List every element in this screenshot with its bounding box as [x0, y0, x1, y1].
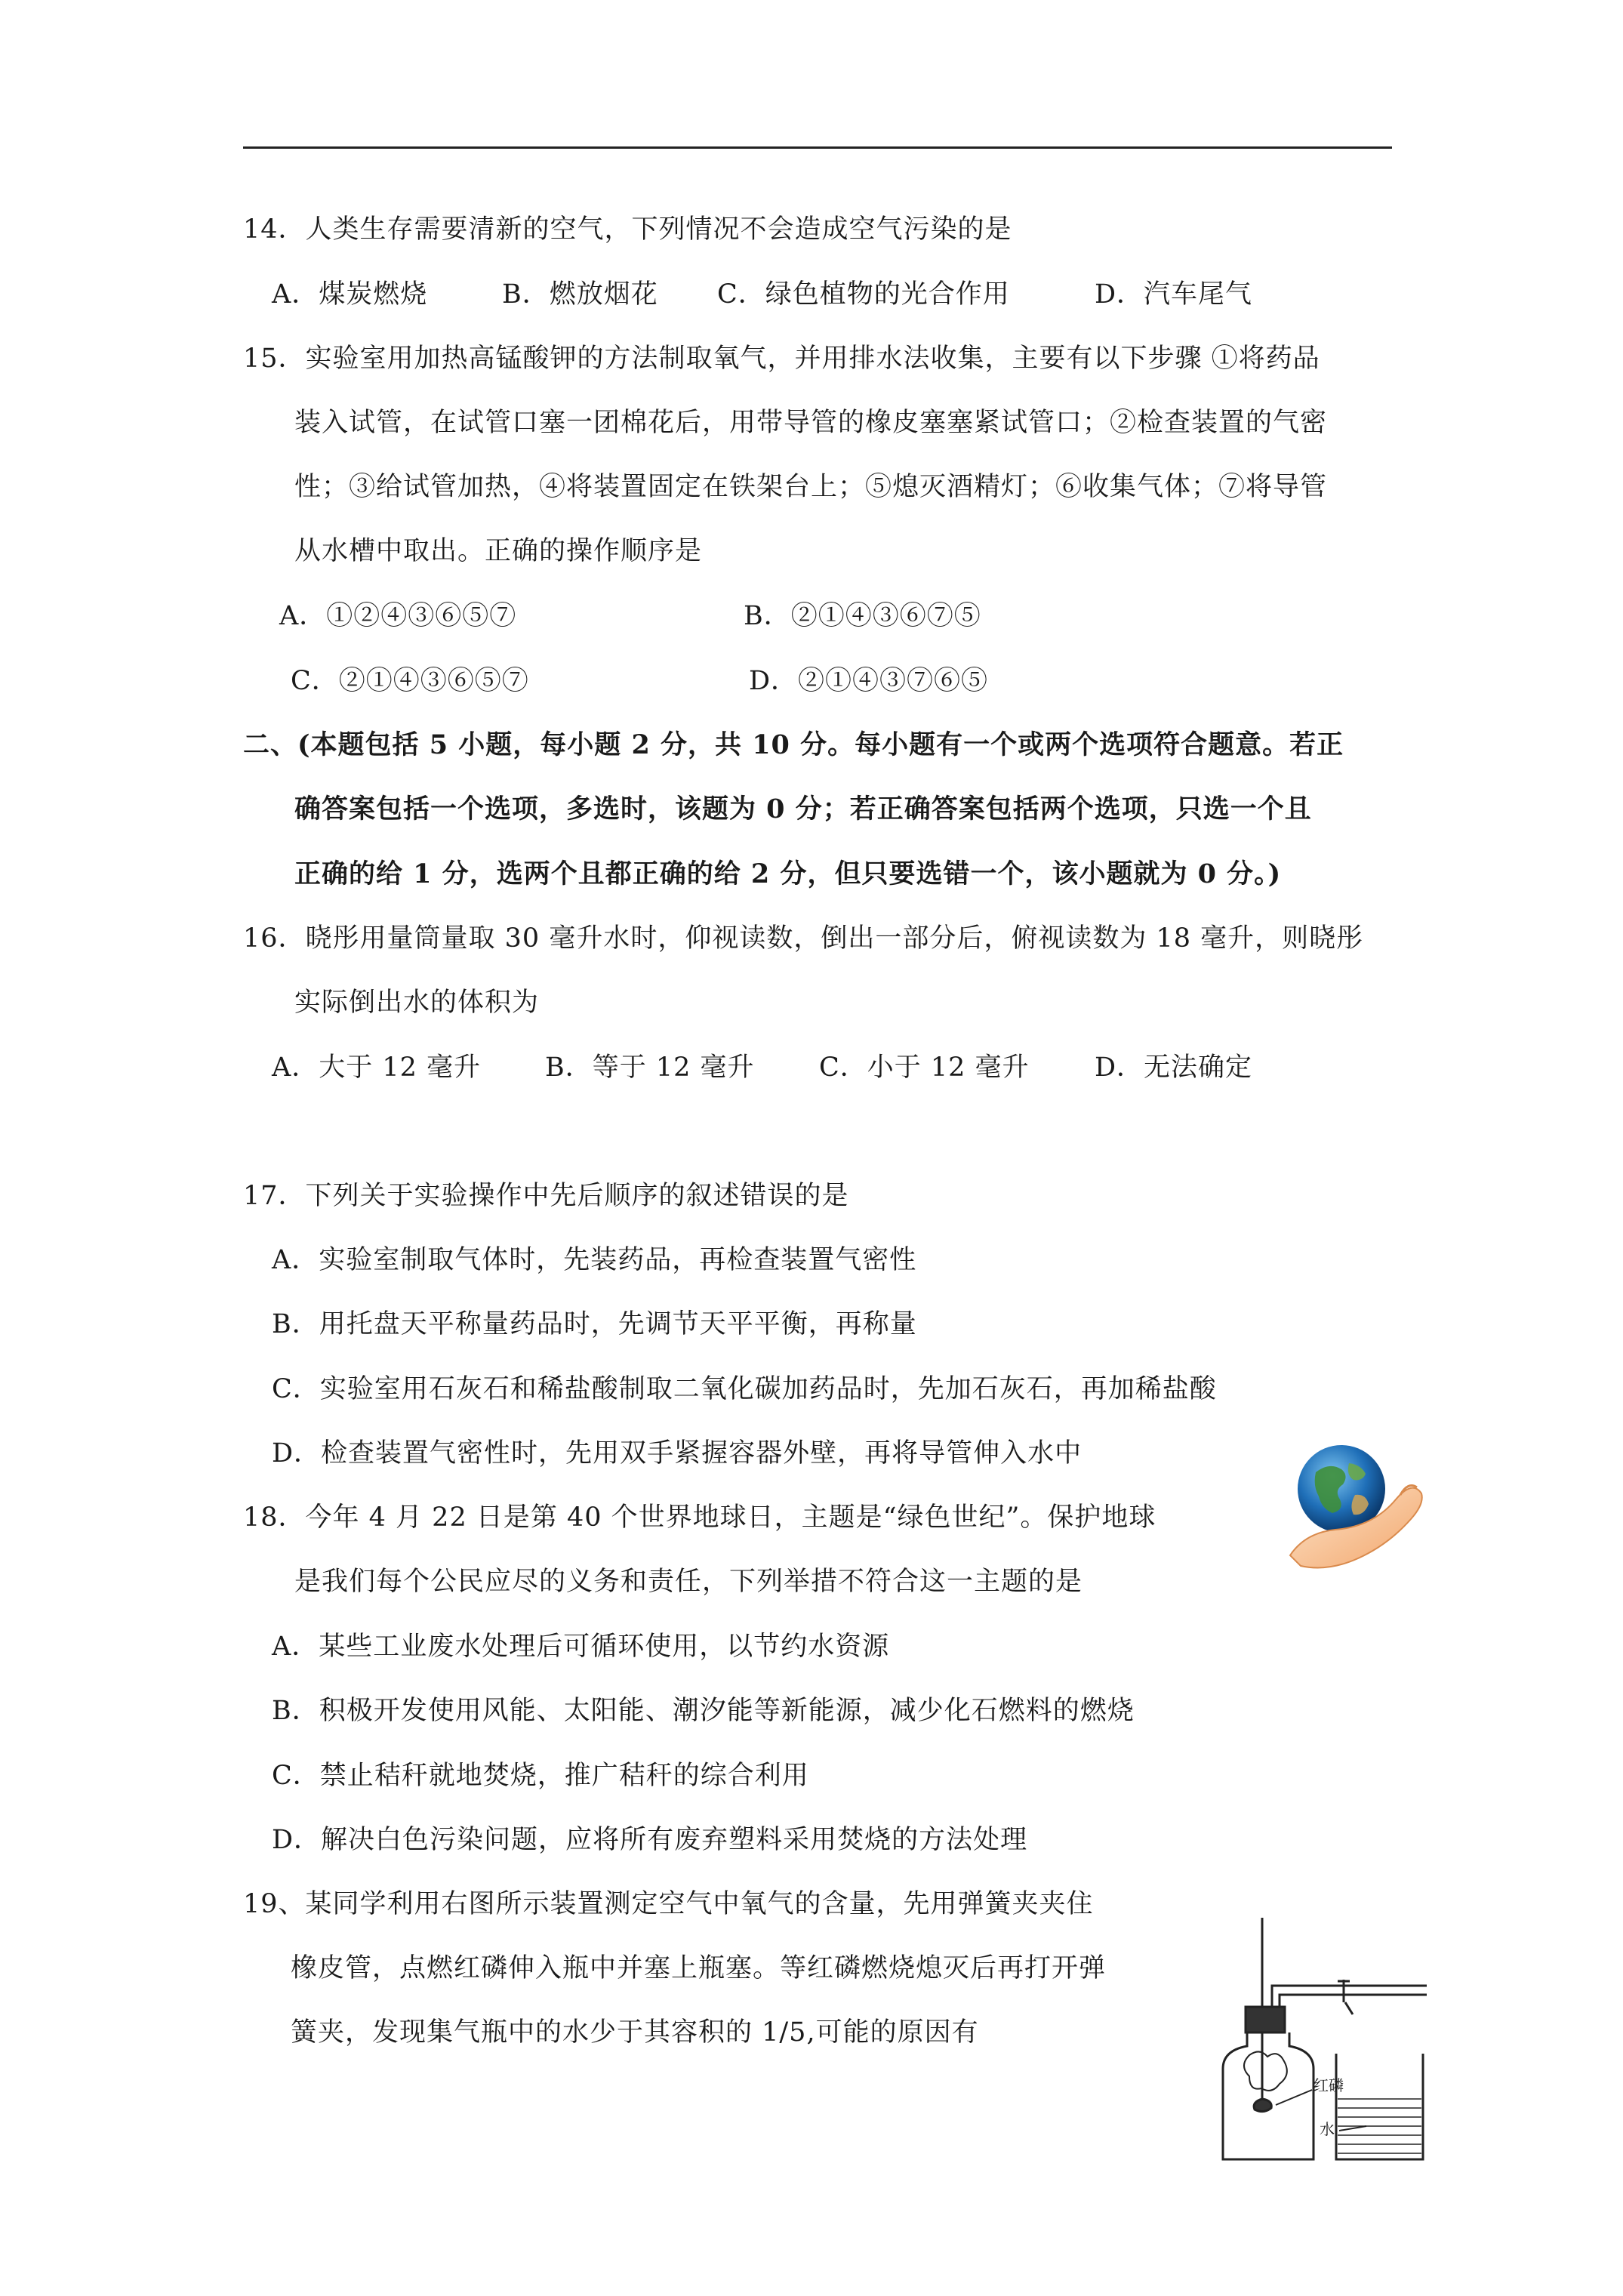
q15-stem-line-3: 性；③给试管加热，④将装置固定在铁架台上；⑤熄灭酒精灯；⑥收集气体；⑦将导管: [294, 472, 1328, 502]
q16-stem-line-2: 实际倒出水的体积为: [294, 988, 540, 1018]
q15-option-d: D．②①④③⑦⑥⑤: [749, 666, 989, 696]
q18-stem-line-1: 18．今年 4 月 22 日是第 40 个世界地球日，主题是“绿色世纪”。保护地球: [243, 1502, 1156, 1533]
q15-option-c: C．②①④③⑥⑤⑦: [291, 666, 529, 696]
q17-stem: 17．下列关于实验操作中先后顺序的叙述错误的是: [243, 1181, 849, 1211]
q16-option-d: D．无法确定: [1095, 1052, 1253, 1083]
q15-stem-line-4: 从水槽中取出。正确的操作顺序是: [294, 536, 703, 566]
section2-heading-line-1: 二、(本题包括 5 小题，每小题 2 分，共 10 分。每小题有一个或两个选项符合题意。若正: [243, 729, 1344, 760]
q16-stem-line-1: 16．晓彤用量筒量取 30 毫升水时，仰视读数，倒出一部分后，俯视读数为 18 毫升，则晓彤: [243, 923, 1364, 954]
q19-stem-line-1: 19、某同学利用右图所示装置测定空气中氧气的含量，先用弹簧夹夹住: [243, 1889, 1094, 1919]
q14-stem: 14．人类生存需要清新的空气，下列情况不会造成空气污染的是: [243, 214, 1012, 245]
red-phosphorus-label: 红磷: [1313, 2076, 1344, 2094]
q16-option-c: C．小于 12 毫升: [819, 1052, 1030, 1083]
q16-option-b: B．等于 12 毫升: [545, 1052, 755, 1083]
q14-option-d: D．汽车尾气: [1095, 279, 1253, 310]
oxygen-measurement-apparatus-diagram: [1178, 1910, 1427, 2167]
q15-stem-line-1: 15．实验室用加热高锰酸钾的方法制取氧气，并用排水法收集，主要有以下步骤 ①将药品: [243, 344, 1320, 374]
q19-stem-line-2: 橡皮管，点燃红磷伸入瓶中并塞上瓶塞。等红磷燃烧熄灭后再打开弹: [291, 1953, 1107, 1983]
q15-option-b: B．②①④③⑥⑦⑤: [744, 601, 981, 631]
q17-option-c: C．实验室用石灰石和稀盐酸制取二氧化碳加药品时，先加石灰石，再加稀盐酸: [272, 1374, 1217, 1404]
q18-option-b: B．积极开发使用风能、太阳能、潮汐能等新能源，减少化石燃料的燃烧: [272, 1696, 1135, 1726]
q15-stem-line-2: 装入试管，在试管口塞一团棉花后，用带导管的橡皮塞塞紧试管口；②检查装置的气密: [294, 408, 1328, 438]
q17-option-d: D．检查装置气密性时，先用双手紧握容器外壁，再将导管伸入水中: [272, 1438, 1083, 1469]
section2-heading-line-2: 确答案包括一个选项，多选时，该题为 0 分；若正确答案包括两个选项，只选一个且: [294, 794, 1312, 824]
header-rule: [243, 146, 1392, 149]
q14-option-b: B．燃放烟花: [502, 279, 658, 310]
q18-stem-line-2: 是我们每个公民应尽的义务和责任，下列举措不符合这一主题的是: [294, 1567, 1083, 1597]
q19-stem-line-3: 簧夹，发现集气瓶中的水少于其容积的 1/5,可能的原因有: [291, 2017, 979, 2048]
q18-option-c: C．禁止秸秆就地焚烧，推广秸秆的综合利用: [272, 1761, 809, 1791]
water-label: 水: [1320, 2120, 1335, 2138]
q16-option-a: A．大于 12 毫升: [272, 1052, 482, 1083]
q14-option-a: A．煤炭燃烧: [272, 279, 428, 310]
earth-in-hand-image: [1287, 1442, 1424, 1586]
q17-option-a: A．实验室制取气体时，先装药品，再检查装置气密性: [272, 1245, 917, 1275]
section2-heading-line-3: 正确的给 1 分，选两个且都正确的给 2 分，但只要选错一个，该小题就为 0 分。): [294, 858, 1282, 889]
q17-option-b: B．用托盘天平称量药品时，先调节天平平衡，再称量: [272, 1309, 917, 1339]
q18-option-a: A．某些工业废水处理后可循环使用，以节约水资源: [272, 1632, 890, 1662]
q15-option-a: A．①②④③⑥⑤⑦: [279, 601, 517, 631]
q18-option-d: D．解决白色污染问题，应将所有废弃塑料采用焚烧的方法处理: [272, 1825, 1028, 1855]
q14-option-c: C．绿色植物的光合作用: [717, 279, 1010, 310]
